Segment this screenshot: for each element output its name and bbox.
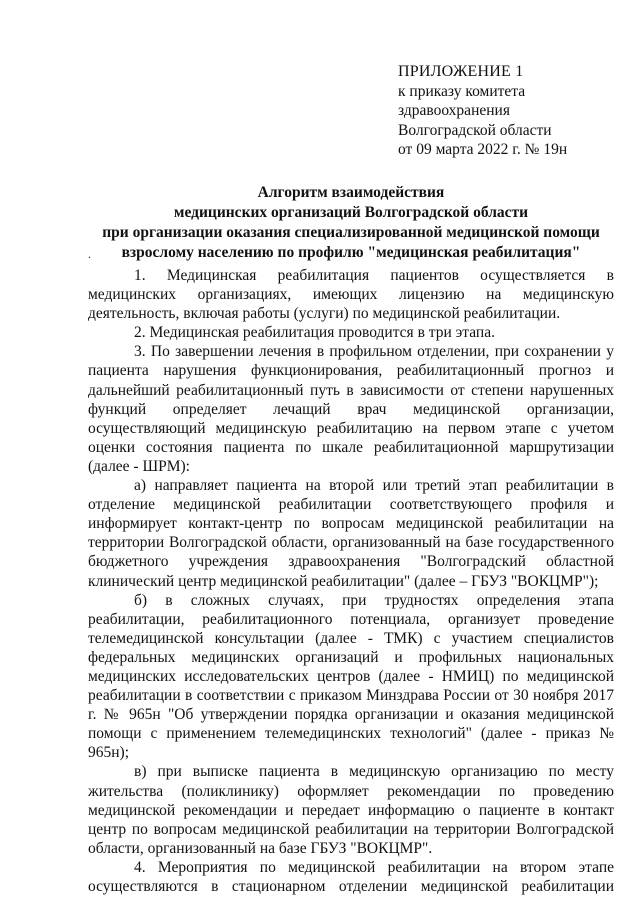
- appendix-line: к приказу комитета: [398, 82, 526, 100]
- title-line: при организации оказания специализированной медицинской помощи: [102, 224, 600, 241]
- appendix-line: Волгоградской области: [398, 121, 552, 139]
- paragraph-3: 3. По завершении лечения в профильном отделении, при сохранении у пациента нарушения функционирования, реабилитационный прогноз и дальнейший реабилитационный путь в зависимости от степени нарушенных функций определяет лечащий врач медицинской организации, осуществляющий медицинскую реабилитацию на первом этапе с учетом оценки состояния пациента по шкале реабилитационной маршрутизации (далее - ШРМ):: [88, 343, 614, 475]
- appendix-line: здравоохранения: [398, 102, 510, 119]
- paragraph-4: 4. Мероприятия по медицинской реабилитации на втором этапе осуществляются в стационарном отделении медицинской реабилитации: [88, 858, 614, 895]
- stray-marker: .: [88, 247, 91, 261]
- paragraph-3b: б) в сложных случаях, при трудностях определения этапа реабилитации, реабилитационного потенциала, организует проведение телемедицинской консультации (далее - ТМК) с участием специалистов федеральных медицинских организаций и профильных национальных медицинских исследовательских центров (далее - НМИЦ) по медицинской реабилитации в соответствии с приказом Минздрава России от 30 ноября 2017 г. № 965н "Об утверждении порядка организации и оказания медицинской помощи с применением телемедицинских технологий" (далее - приказ № 965н);: [88, 591, 614, 762]
- title-line: Алгоритм взаимодействия: [257, 184, 445, 201]
- title-line: взрослому населению по профилю "медицинская реабилитация": [121, 244, 581, 261]
- appendix-block: [398, 62, 567, 160]
- paragraph-3a: а) направляет пациента на второй или третий этап реабилитации в отделение медицинской реабилитации соответствующего профиля и информирует контакт-центр по вопросам медицинской реабилитации на территории Волгоградской области, организованный на базе государственного бюджетного учреждения здравоохранения "Волгоградский областной клинический центр медицинской реабилитации" (далее – ГБУЗ "ВОКЦМР");: [88, 477, 614, 590]
- document-body: [88, 266, 614, 896]
- paragraph-3c: в) при выписке пациента в медицинскую организацию по месту жительства (поликлинику) оформляет рекомендации по проведению медицинской рекомендации и передает информацию о пациенте в контакт центр по вопросам медицинской реабилитации на территории Волгоградской области, организованный на базе ГБУЗ "ВОКЦМР".: [88, 763, 614, 857]
- appendix-heading: ПРИЛОЖЕНИЕ 1: [398, 63, 524, 80]
- title-line: медицинских организаций Волгоградской области: [173, 204, 529, 221]
- document-title: [88, 183, 614, 263]
- appendix-line: от 09 марта 2022 г. № 19н: [398, 141, 568, 158]
- paragraph-1: 1. Медицинская реабилитация пациентов осуществляется в медицинских организациях, имеющих лицензию на медицинскую деятельность, включая работы (услуги) по медицинской реабилитации.: [88, 267, 614, 323]
- paragraph-2: 2. Медицинская реабилитация проводится в три этапа.: [134, 324, 495, 342]
